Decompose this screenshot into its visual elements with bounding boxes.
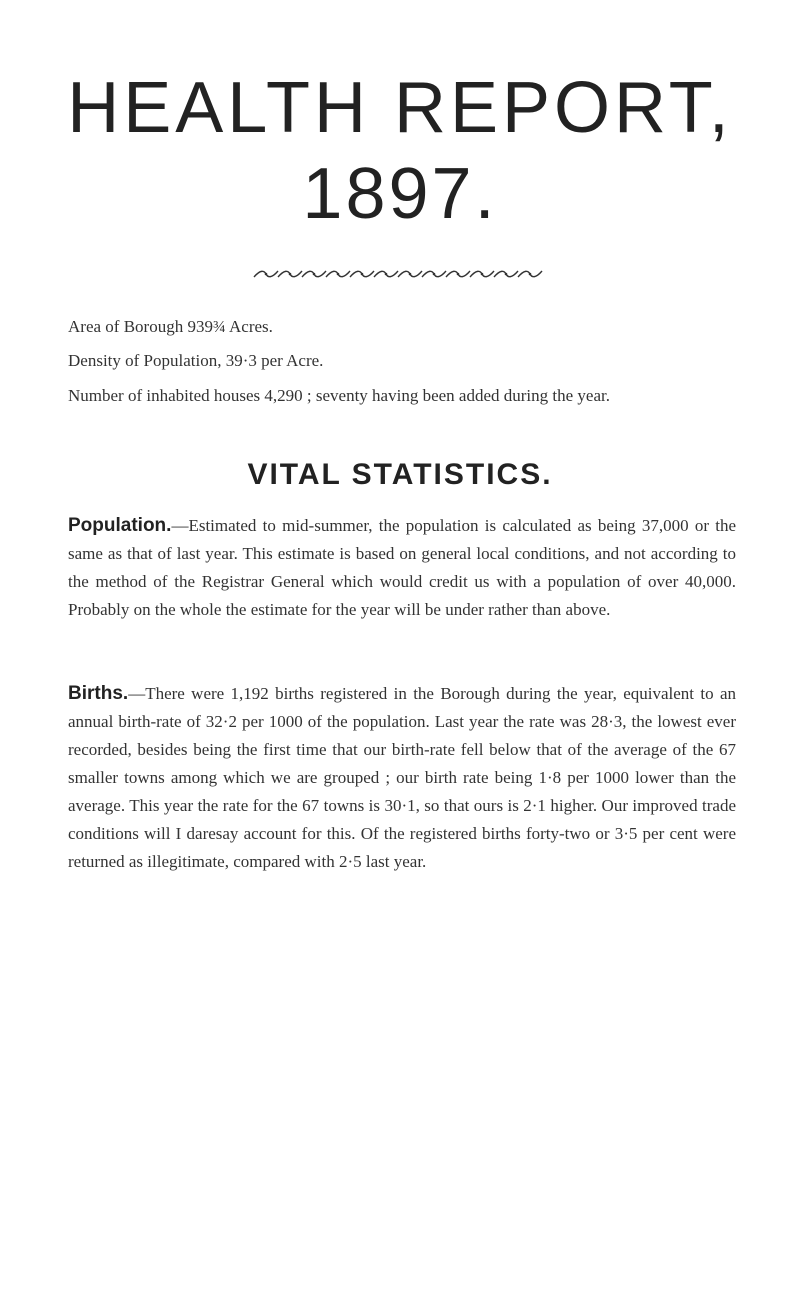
population-lead: Population. (68, 515, 172, 536)
population-text: —Estimated to mid-summer, the population is calculated as being 37,000 or the same as that of last year. This estimate is based on general local conditions, and not according to the method of the Registrar General which would credit us with a population of over 40,000. Probably on the whole the estimate for the year will be under rather than above. (68, 516, 736, 619)
report-year: 1897. (302, 154, 498, 234)
births-text: —There were 1,192 births registered in the Borough during the year, equivalent to an annual birth-rate of 32·2 per 1000 of the population. Last year the rate was 28·3, the lowest ever recorded, besides being the first time that our birth-rate fell below that of the average of the 67 smaller towns among which we are grouped ; our birth rate being 1·8 per 1000 lower than the average. This year the rate for the 67 towns is 30·1, so that ours is 2·1 higher. Our improved trade conditions will I daresay account for this. Of the registered births forty-two or 3·5 per cent were returned as illegitimate, compared with 2·5 last year. (68, 684, 736, 871)
vital-statistics-heading: VITAL STATISTICS. (247, 458, 553, 491)
borough-area-line: Area of Borough 939¾ Acres. (68, 317, 273, 336)
decorative-rule-icon (252, 268, 550, 280)
report-title: HEALTH REPORT, (67, 68, 733, 148)
births-paragraph (68, 680, 736, 876)
births-lead: Births. (68, 683, 129, 704)
population-paragraph (68, 512, 736, 624)
population-density-line: Density of Population, 39·3 per Acre. (68, 351, 324, 370)
inhabited-houses-line: Number of inhabited houses 4,290 ; seventy having been added during the year. (68, 386, 610, 405)
